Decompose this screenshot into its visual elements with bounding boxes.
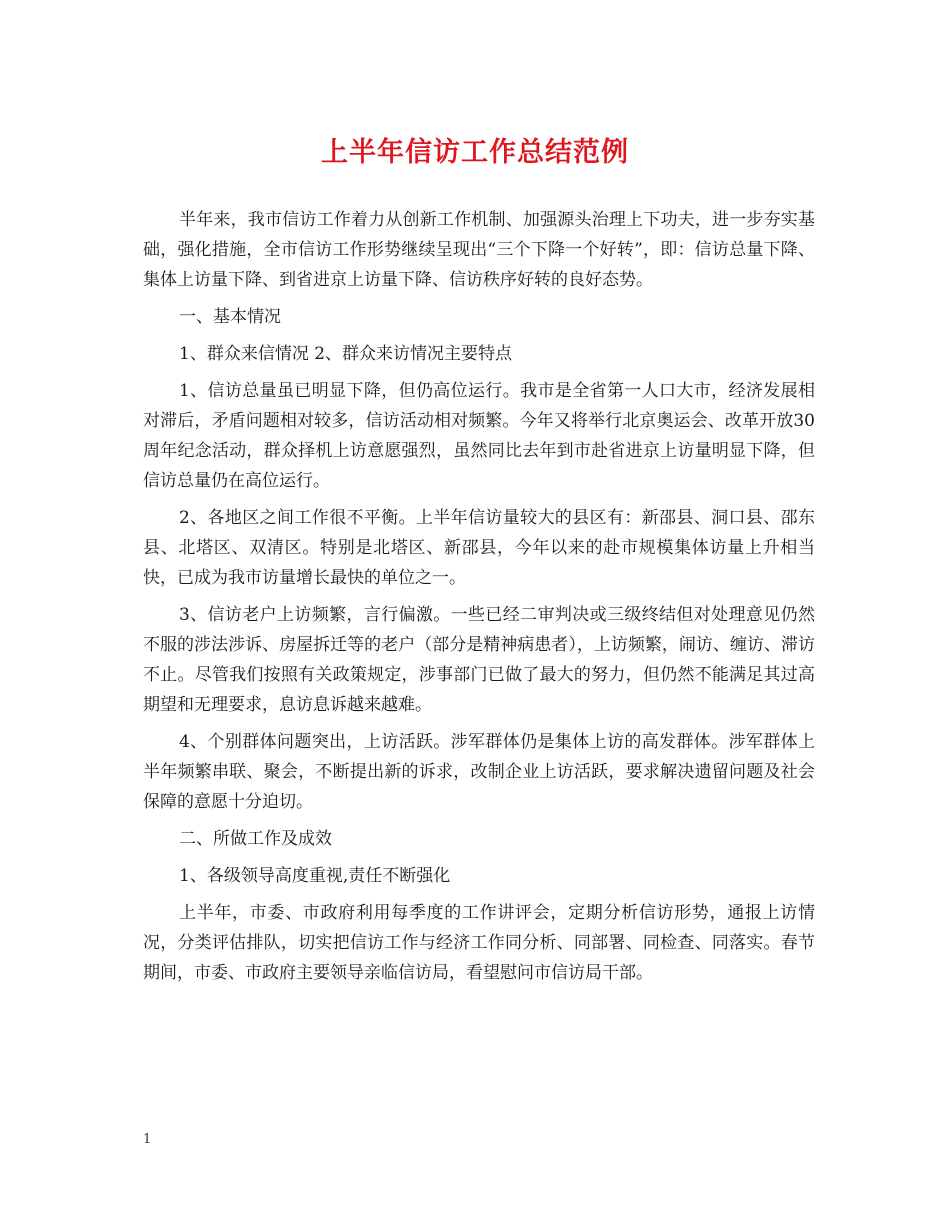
paragraph-leadership: 上半年，市委、市政府利用每季度的工作讲评会，定期分析信访形势，通报上访情况，分类评估排队，切实把信访工作与经济工作同分析、同部署、同检查、同落实。春节期间，市委、市政府主要领导亲临信访局，看望慰问市信访局干部。 [143, 903, 815, 983]
paragraph-point-4: 4、个别群体问题突出，上访活跃。涉军群体仍是集体上访的高发群体。涉军群体上半年频繁串联、聚会，不断提出新的诉求，改制企业上访活跃，要求解决遗留问题及社会保障的意愿十分迫切。 [143, 732, 815, 812]
paragraph-point-2: 2、各地区之间工作很不平衡。上半年信访量较大的县区有：新邵县、洞口县、邵东县、北塔区、双清区。特别是北塔区、新邵县，今年以来的赴市规模集体访量上升相当快，已成为我市访量增长最快的单位之一。 [143, 508, 815, 588]
document-body [143, 205, 815, 995]
paragraph-point-3: 3、信访老户上访频繁，言行偏激。一些已经二审判决或三级终结但对处理意见仍然不服的涉法涉诉、房屋拆迁等的老户（部分是精神病患者），上访频繁，闹访、缠访、滞访不止。尽管我们按照有关政策规定，涉事部门已做了最大的努力，但仍然不能满足其过高期望和无理要求，息访息诉越来越难。 [143, 605, 815, 715]
subheading-leadership: 1、各级领导高度重视,责任不断强化 [179, 866, 451, 886]
section-heading-work-results: 二、所做工作及成效 [179, 829, 332, 849]
page-number: 1 [143, 1132, 152, 1147]
paragraph-intro: 半年来，我市信访工作着力从创新工作机制、加强源头治理上下功夫，进一步夯实基础，强化措施，全市信访工作形势继续呈现出“三个下降一个好转”，即：信访总量下降、集体上访量下降、到省进京上访量下降、信访秩序好转的良好态势。 [143, 210, 815, 290]
subheading-letters-visits: 1、群众来信情况 2、群众来访情况主要特点 [179, 344, 513, 364]
paragraph-point-1: 1、信访总量虽已明显下降，但仍高位运行。我市是全省第一人口大市，经济发展相对滞后，矛盾问题相对较多，信访活动相对频繁。今年又将举行北京奥运会、改革开放30周年纪念活动，群众择机上访意愿强烈，虽然同比去年到市赴省进京上访量明显下降，但信访总量仍在高位运行。 [143, 381, 815, 491]
section-heading-basic-situation: 一、基本情况 [179, 307, 281, 327]
document-title: 上半年信访工作总结范例 [321, 137, 629, 168]
